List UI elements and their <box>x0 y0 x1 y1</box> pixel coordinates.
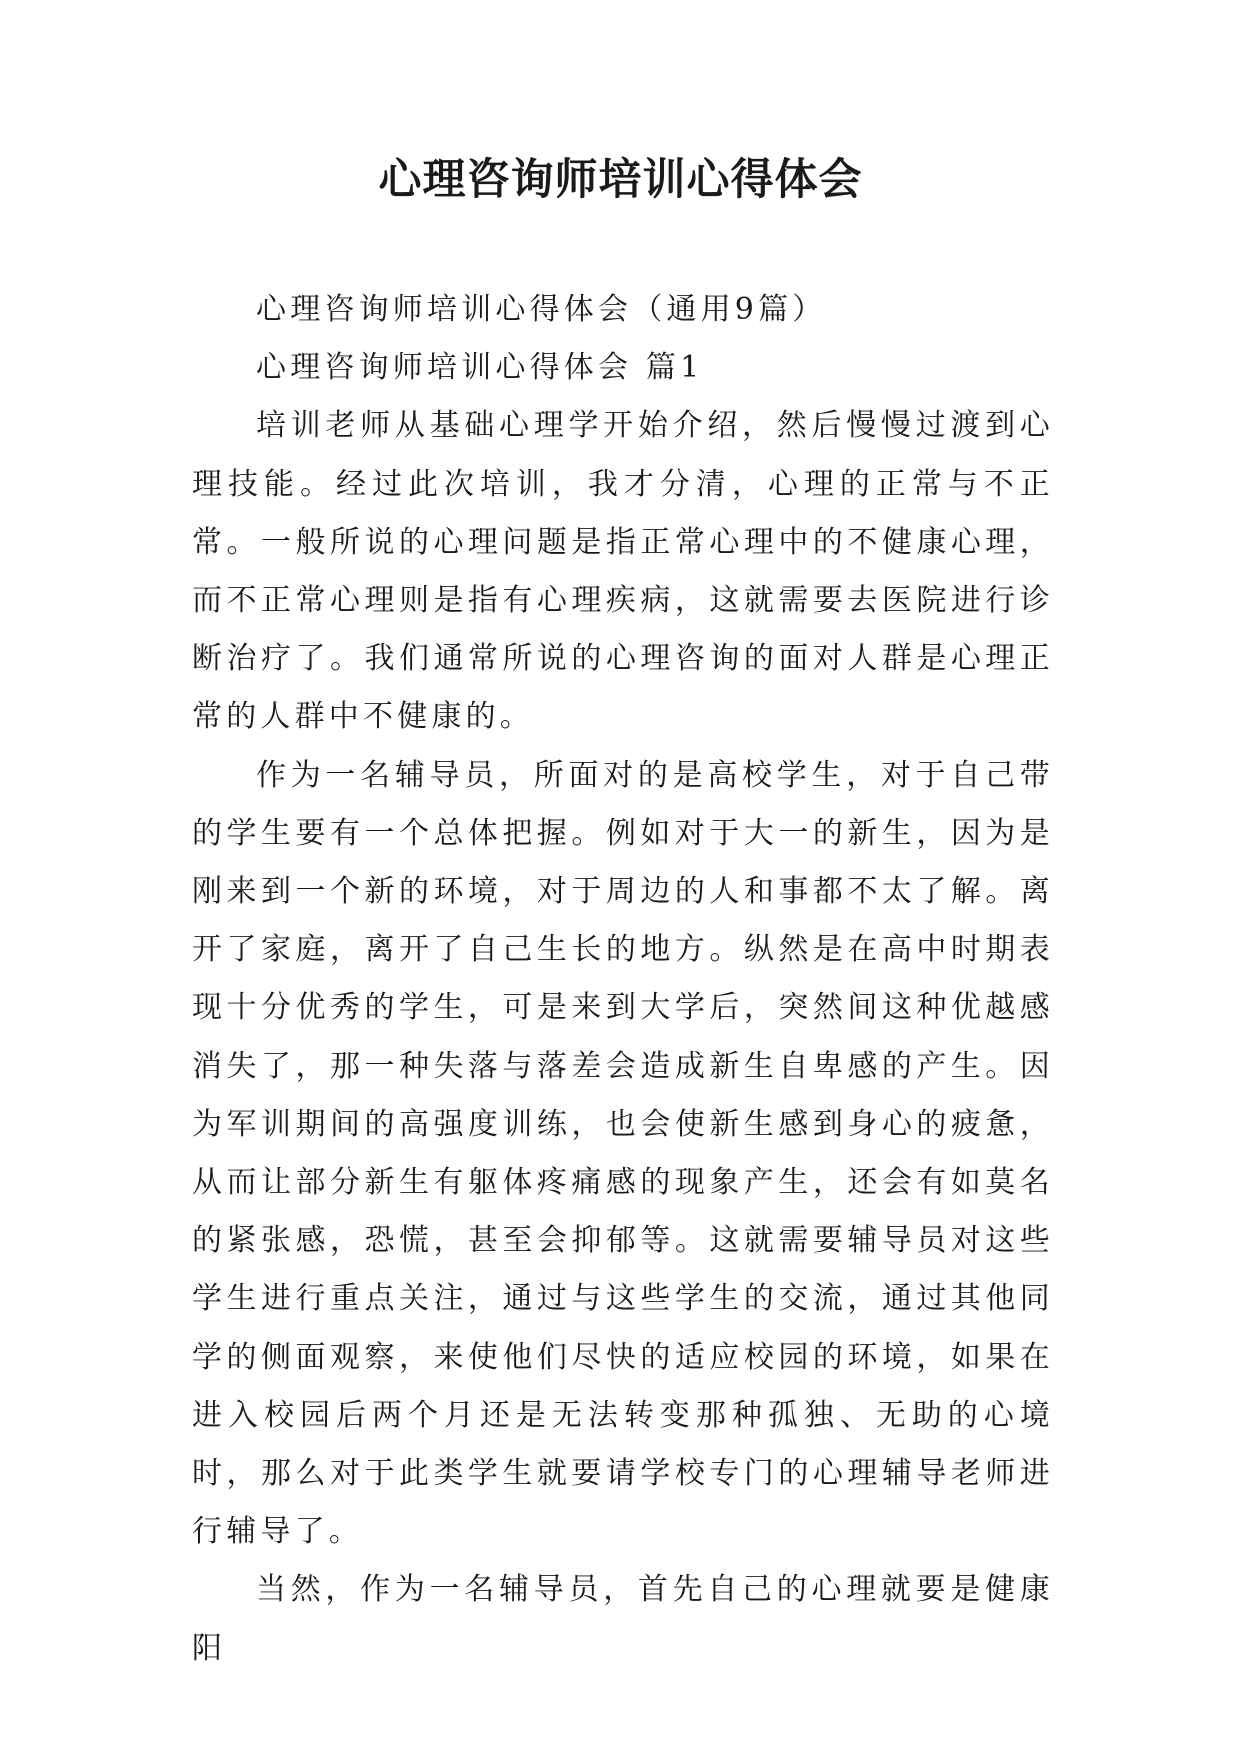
paragraph: 作为一名辅导员，所面对的是高校学生，对于自己带的学生要有一个总体把握。例如对于大一的新生，因为是刚来到一个新的环境，对于周边的人和事都不太了解。离开了家庭，离开了自己生长的地方。纵然是在高中时期表现十分优秀的学生，可是来到大学后，突然间这种优越感消失了，那一种失落与落差会造成新生自卑感的产生。因为军训期间的高强度训练，也会使新生感到身心的疲惫，从而让部分新生有躯体疼痛感的现象产生，还会有如莫名的紧张感，恐慌，甚至会抑郁等。这就需要辅导员对这些学生进行重点关注，通过与这些学生的交流，通过其他同学的侧面观察，来使他们尽快的适应校园的环境，如果在进入校园后两个月还是无法转变那种孤独、无助的心境时，那么对于此类学生就要请学校专门的心理辅导老师进行辅导了。 <box>192 757 1054 1550</box>
document-title: 心理咨询师培训心得体会 <box>378 155 863 205</box>
document-body <box>192 281 1054 1678</box>
paragraph-subtitle: 心理咨询师培训心得体会（通用9篇） <box>256 292 827 327</box>
paragraph: 培训老师从基础心理学开始介绍，然后慢慢过渡到心理技能。经过此次培训，我才分清，心理的正常与不正常。一般所说的心理问题是指正常心理中的不健康心理，而不正常心理则是指有心理疾病，这就需要去医院进行诊断治疗了。我们通常所说的心理咨询的面对人群是心理正常的人群中不健康的。 <box>192 408 1054 735</box>
paragraph: 当然，作为一名辅导员，首先自己的心理就要是健康阳 <box>192 1572 1054 1666</box>
paragraph-section-heading: 心理咨询师培训心得体会 篇1 <box>256 350 704 386</box>
